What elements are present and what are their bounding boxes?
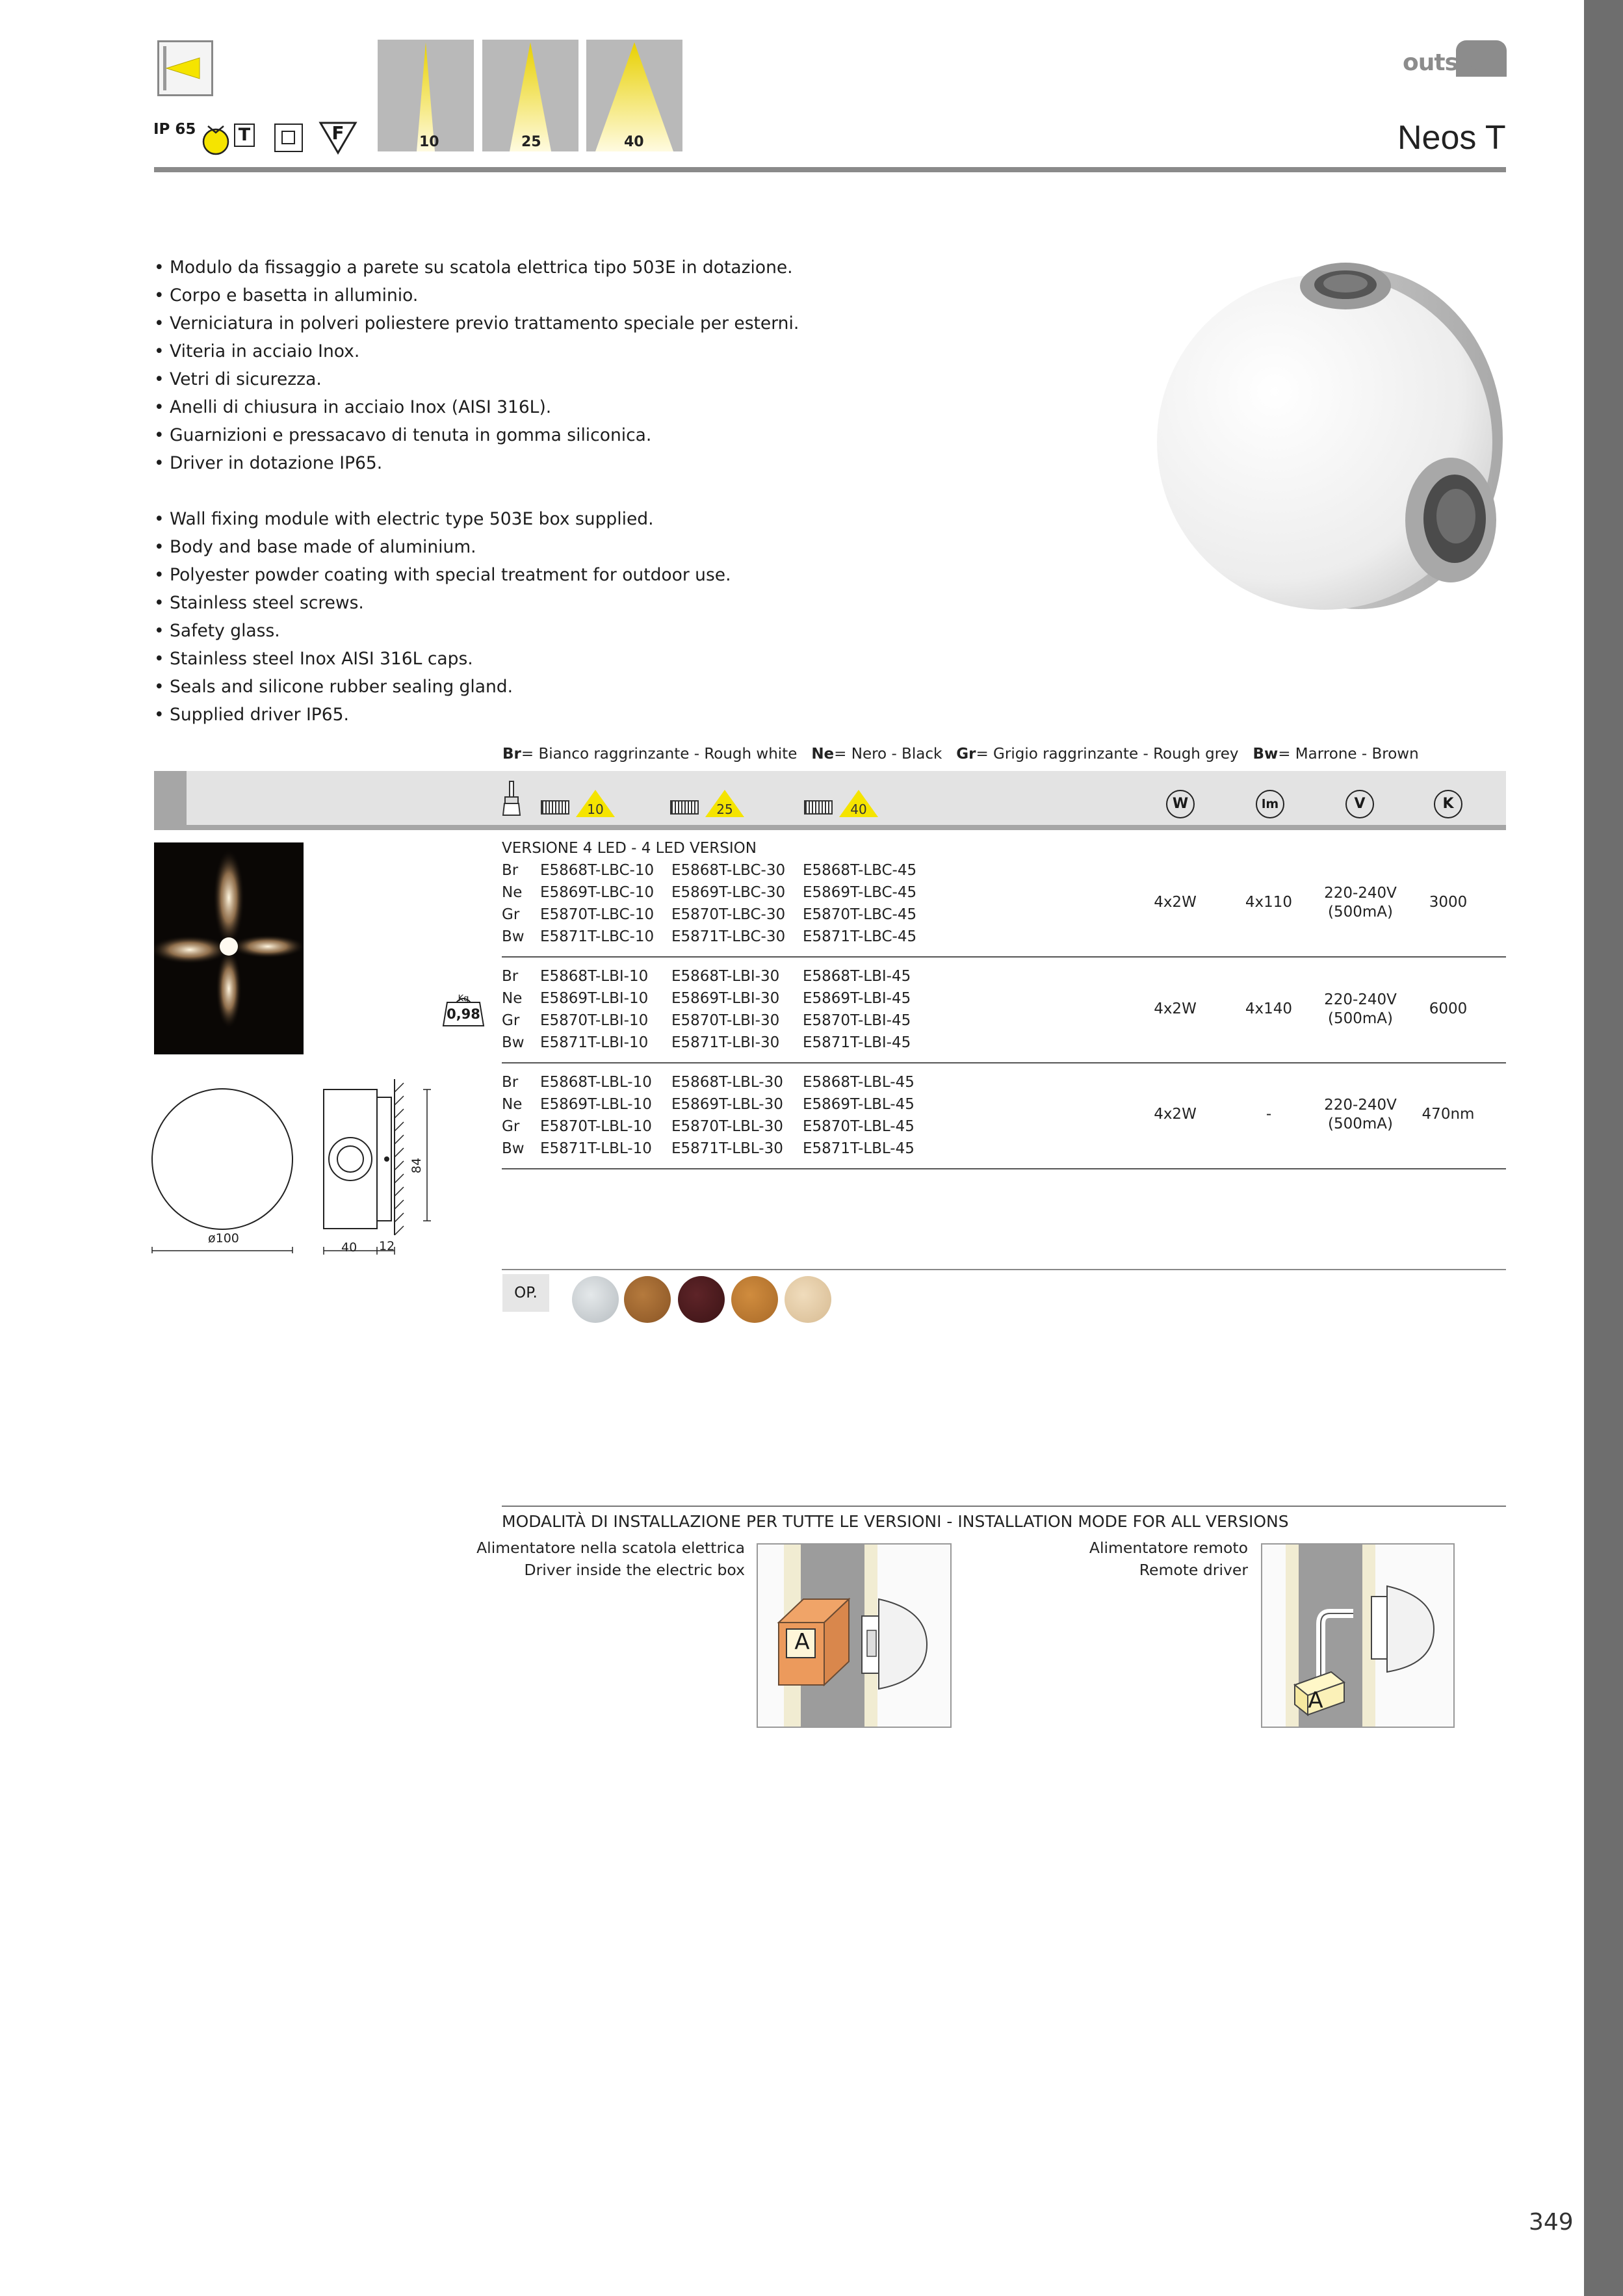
lumen-value: 4x110 <box>1245 894 1293 911</box>
remote-driver-diagram <box>1261 1543 1455 1728</box>
brand-logo: outside <box>1403 40 1508 79</box>
f-mark-icon: F <box>318 121 357 155</box>
list-item: • Body and base made of aluminium. <box>154 537 476 557</box>
finish-swatch-oak <box>731 1276 778 1323</box>
kelvin-value: 6000 <box>1429 1000 1468 1017</box>
installation-divider <box>502 1506 1506 1507</box>
watt-value: 4x2W <box>1154 1000 1197 1017</box>
installation-left-caption: Alimentatore nella scatola elettrica Driver inside the electric box <box>476 1539 745 1579</box>
list-item: • Modulo da fissaggio a parete su scatola elettrica tipo 503E in dotazione. <box>154 257 793 278</box>
list-item: • Driver in dotazione IP65. <box>154 453 383 473</box>
class-ii-icon <box>274 124 303 152</box>
table-group-lbl <box>502 1071 915 1160</box>
table-group-lbc <box>502 859 916 948</box>
front-view-drawing <box>151 1086 294 1255</box>
list-item: • Seals and silicone rubber sealing gland. <box>154 677 513 697</box>
table-row: Ne E5869T-LBL-10 E5869T-LBL-30 E5869T-LBL-45 <box>502 1096 915 1113</box>
watt-value: 4x2W <box>1154 1106 1197 1123</box>
weight-icon: Kg 0,98 <box>442 993 485 1027</box>
height-label: 84 <box>409 1157 424 1174</box>
product-title: Neos T <box>1397 119 1506 157</box>
wall-light-icon <box>157 40 213 96</box>
volt-value: 220-240V (500mA) <box>1324 991 1397 1027</box>
page-edge-bar <box>1584 0 1623 2296</box>
product-photo <box>1150 247 1514 624</box>
table-group-lbi <box>502 965 911 1054</box>
table-row: Gr E5870T-LBC-10 E5870T-LBC-30 E5870T-LBC-45 <box>502 906 917 923</box>
installation-right-caption: Alimentatore remoto Remote driver <box>1089 1539 1248 1579</box>
light-effect-photo <box>154 842 304 1054</box>
list-item: • Guarnizioni e pressacavo di tenuta in gomma siliconica. <box>154 425 652 445</box>
list-item: • Safety glass. <box>154 621 280 641</box>
finish-legend: Br= Bianco raggrinzante - Rough white Ne= Nero - Black Gr= Grigio raggrinzante - Rough grey Bw= Marrone - Brown <box>502 746 1419 763</box>
diameter-label: ø100 <box>208 1231 239 1246</box>
side-view-drawing <box>322 1073 452 1258</box>
barcode-icon <box>670 800 699 815</box>
watt-icon: W <box>1166 790 1195 818</box>
list-item: • Viteria in acciaio Inox. <box>154 341 360 361</box>
row-divider <box>502 1062 1506 1063</box>
volt-value: 220-240V (500mA) <box>1324 1097 1397 1132</box>
features-italian <box>154 254 799 477</box>
row-divider <box>502 1168 1506 1169</box>
paint-brush-icon <box>502 780 521 816</box>
page-number: 349 <box>1529 2209 1574 2236</box>
header-divider <box>154 167 1506 172</box>
options-label: OP. <box>502 1274 549 1312</box>
version-title: VERSIONE 4 LED - 4 LED VERSION <box>502 840 757 857</box>
table-row: Bw E5871T-LBL-10 E5871T-LBL-30 E5871T-LBL-45 <box>502 1140 915 1157</box>
lumen-value: - <box>1266 1106 1272 1123</box>
table-row: Br E5868T-LBL-10 E5868T-LBL-30 E5868T-LBL-45 <box>502 1074 915 1091</box>
base-label: 12 <box>379 1239 395 1253</box>
beam-angle-10: 10 <box>378 40 474 151</box>
marker-a: A <box>1308 1688 1323 1714</box>
finish-swatch-wood <box>624 1276 671 1323</box>
kelvin-value: 3000 <box>1429 894 1468 911</box>
list-item: • Stainless steel Inox AISI 316L caps. <box>154 649 473 669</box>
lumen-value: 4x140 <box>1245 1000 1293 1017</box>
finish-swatch-grey <box>572 1276 619 1323</box>
depth-label: 40 <box>341 1240 357 1255</box>
list-item: • Supplied driver IP65. <box>154 705 349 725</box>
kelvin-value: 470nm <box>1422 1106 1475 1123</box>
ip-rating: IP 65 <box>153 121 196 138</box>
list-item: • Stainless steel screws. <box>154 593 364 613</box>
features-english <box>154 505 731 729</box>
kelvin-icon: K <box>1434 790 1462 818</box>
install-diagram-box <box>757 1543 952 1728</box>
list-item: • Polyester powder coating with special treatment for outdoor use. <box>154 565 731 585</box>
table-header <box>154 771 1506 825</box>
table-row: Ne E5869T-LBC-10 E5869T-LBC-30 E5869T-LBC-45 <box>502 884 917 901</box>
beam-angle-25: 25 <box>482 40 578 151</box>
barcode-icon <box>804 800 833 815</box>
volt-value: 220-240V (500mA) <box>1324 885 1397 920</box>
table-row: Gr E5870T-LBL-10 E5870T-LBL-30 E5870T-LBL-45 <box>502 1118 915 1135</box>
options-divider <box>502 1269 1506 1270</box>
list-item: • Wall fixing module with electric type 503E box supplied. <box>154 509 654 529</box>
table-row: Gr E5870T-LBI-10 E5870T-LBI-30 E5870T-LBI-45 <box>502 1012 911 1029</box>
watt-value: 4x2W <box>1154 894 1197 911</box>
ta-bulb-icon <box>200 121 257 156</box>
marker-a: A <box>794 1629 810 1655</box>
row-divider <box>502 956 1506 958</box>
installation-title: MODALITÀ DI INSTALLAZIONE PER TUTTE LE VERSIONI - INSTALLATION MODE FOR ALL VERSIONS <box>502 1512 1289 1531</box>
finish-swatch-dark-red <box>678 1276 725 1323</box>
list-item: • Vetri di sicurezza. <box>154 369 322 389</box>
volt-icon: V <box>1345 790 1374 818</box>
list-item: • Anelli di chiusura in acciaio Inox (AISI 316L). <box>154 397 552 417</box>
barcode-icon <box>541 800 569 815</box>
beam-angle-40: 40 <box>586 40 682 151</box>
weight-value: 0,98 <box>447 1006 480 1022</box>
finish-swatch-light-wood <box>785 1276 831 1323</box>
table-row: Bw E5871T-LBI-10 E5871T-LBI-30 E5871T-LBI-45 <box>502 1034 911 1051</box>
table-row: Br E5868T-LBI-10 E5868T-LBI-30 E5868T-LBI-45 <box>502 968 911 985</box>
list-item: • Verniciatura in polveri poliestere previo trattamento speciale per esterni. <box>154 313 799 333</box>
table-row: Ne E5869T-LBI-10 E5869T-LBI-30 E5869T-LBI-45 <box>502 990 911 1007</box>
lumen-icon: lm <box>1256 790 1284 818</box>
table-row: Bw E5871T-LBC-10 E5871T-LBC-30 E5871T-LBC-45 <box>502 928 917 945</box>
table-row: Br E5868T-LBC-10 E5868T-LBC-30 E5868T-LBC-45 <box>502 862 917 879</box>
t-cert-icon: T <box>234 124 255 147</box>
list-item: • Corpo e basetta in alluminio. <box>154 285 419 306</box>
